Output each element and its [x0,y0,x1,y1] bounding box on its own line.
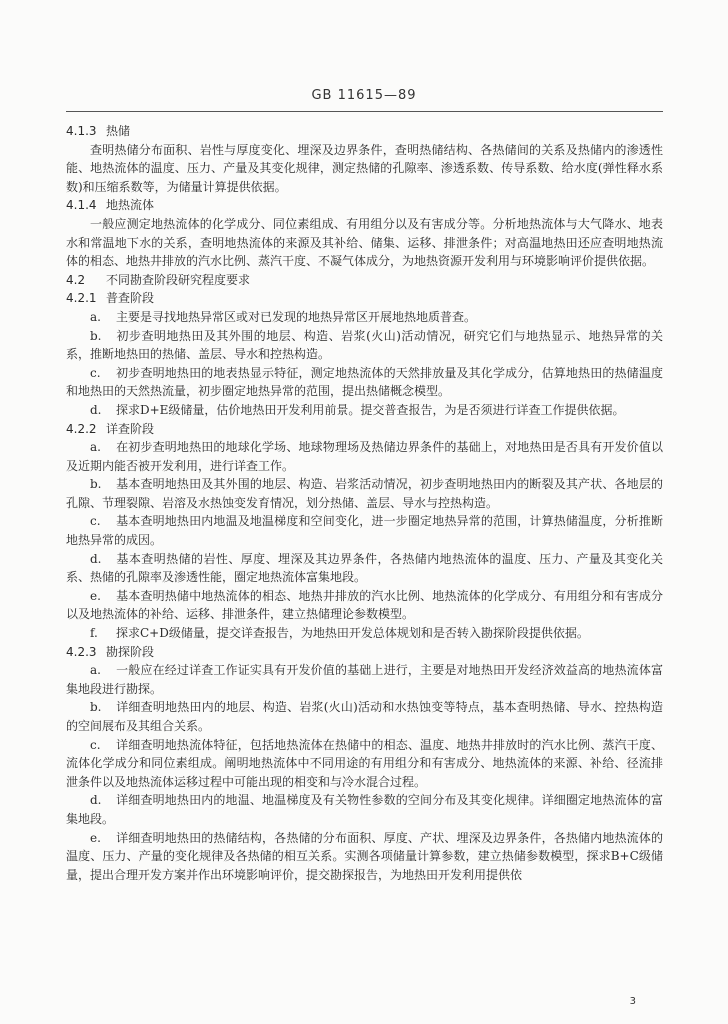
list-item-text: 基本查明热储的岩性、厚度、埋深及其边界条件，各热储内地热流体的温度、压力、产量及其变化关系、热储的孔隙率及渗透性能，圈定地热流体富集地段。 [66,551,663,585]
section-title: 地热流体 [106,198,155,213]
document-body [66,122,663,884]
list-item [66,401,663,420]
list-item [66,550,663,587]
section-heading [66,420,663,439]
list-item [66,327,663,364]
list-item [66,698,663,735]
list-item [66,624,663,643]
section-number: 4.2.3 [66,644,97,659]
list-item-marker: b. [90,328,102,343]
header-divider [66,111,663,112]
list-item [66,438,663,475]
list-item-text: 主要是寻找地热异常区或对已发现的地热异常区开展地热地质普查。 [116,309,477,324]
list-item [66,475,663,512]
page-number: 3 [629,996,636,1007]
list-item-text: 详细查明地热流体特征，包括地热流体在热储中的相态、温度、地热井排放时的汽水比例、蒸汽干度、流体化学成分和同位素组成。阐明地热流体中不同用途的有用组分和有害成分、地热流体的来源、补给、径流排泄条件以及地热流体运移过程中可能出现的相变和与冷水混合过程。 [66,737,663,789]
list-item-marker: f. [90,626,98,641]
section-title: 详查阶段 [106,421,155,436]
list-item-marker: a. [90,663,101,678]
body-paragraph: 一般应测定地热流体的化学成分、同位素组成、有用组分以及有害成分等。分析地热流体与大气降水、地表水和常温地下水的关系，查明地热流体的来源及其补给、储集、运移、排泄条件；对高温地热田还应查明地热流体的相态、地热井排放的汽水比例、蒸汽干度、不凝气体成分，为地热资源开发利用与环境影响评价提供依据。 [66,216,663,269]
section-title: 普查阶段 [106,291,155,306]
standard-code-header: GB 11615—89 [311,88,417,103]
list-item-text: 详细查明地热田内的地层、构造、岩浆(火山)活动和水热蚀变等特点，基本查明热储、导水、控热构造的空间展布及其组合关系。 [66,700,663,733]
section-number: 4.2.2 [66,421,97,436]
list-item-marker: b. [90,700,102,715]
section-number: 4.1.3 [66,124,97,138]
list-item [66,512,663,549]
list-item [66,364,663,401]
list-item [66,829,663,885]
list-item [66,791,663,828]
section-heading [66,122,663,141]
list-item [66,587,663,624]
list-item-marker: c. [90,737,101,752]
section-heading [66,271,663,290]
body-paragraph: 查明热储分布面积、岩性与厚度变化、埋深及边界条件，查明热储结构、各热储间的关系及热储内的渗透性能、地热流体的温度、压力、产量及其变化规律，测定热储的孔隙率、渗透系数、传导系数、给水度(弹性释水系数)和压缩系数等，为储量计算提供依据。 [66,142,663,194]
list-item-text: 探求D+E级储量，估价地热田开发利用前景。提交普查报告，为是否须进行详查工作提供依据。 [116,402,625,417]
list-item-marker: e. [90,588,101,603]
section-heading [66,196,663,215]
list-item-marker: d. [90,793,102,808]
list-item [66,308,663,327]
list-item [66,661,663,698]
list-item-marker: a. [90,440,101,455]
section-heading [66,289,663,308]
list-item-marker: d. [90,551,102,566]
list-item-text: 初步查明地热田的地表热显示特征，测定地热流体的天然排放量及其化学成分，估算地热田的热储温度和地热田的天然热流量，初步圈定地热异常的范围，提出热储概念模型。 [66,365,663,399]
list-item-marker: e. [90,830,101,845]
list-item-text: 基本查明地热田内地温及地温梯度和空间变化，进一步圈定地热异常的范围，计算热储温度，分析推断地热异常的成因。 [66,514,663,548]
list-item-text: 详细查明地热田内的地温、地温梯度及有关物性参数的空间分布及其变化规律。详细圈定地热流体的富集地段。 [66,793,663,826]
list-item-text: 详细查明地热田的热储结构，各热储的分布面积、厚度、产状、埋深及边界条件，各热储内地热流体的温度、压力、产量的变化规律及各热储的相互关系。实测各项储量计算参数，建立热储参数模型，探求B+C级储量，提出合理开发方案并作出环境影响评价，提交勘探报告，为地热田开发利用提供依 [66,830,663,882]
list-item-text: 探求C+D级储量，提交详查报告，为地热田开发总体规划和是否转入勘探阶段提供依据。 [116,626,589,641]
section-number: 4.2 [66,272,86,287]
section-title: 勘探阶段 [106,644,155,659]
section-number: 4.1.4 [66,198,97,213]
list-item-text: 一般应在经过详查工作证实具有开发价值的基础上进行，主要是对地热田开发经济效益高的地热流体富集地段进行勘探。 [66,663,663,696]
section-title: 不同勘查阶段研究程度要求 [106,272,251,287]
list-item-marker: c. [90,365,101,380]
section-number: 4.2.1 [66,291,97,306]
section-heading [66,643,663,662]
list-item-text: 基本查明热储中地热流体的相态、地热井排放的汽水比例、地热流体的化学成分、有用组分和有害成分以及地热流体的补给、运移、排泄条件，建立热储理论参数模型。 [66,588,663,622]
section-title: 热储 [106,124,131,138]
list-item [66,736,663,792]
list-item-marker: b. [90,477,102,492]
list-item-marker: d. [90,402,102,417]
list-item-text: 初步查明地热田及其外围的地层、构造、岩浆(火山)活动情况，研究它们与地热显示、地热异常的关系，推断地热田的热储、盖层、导水和控热构造。 [66,328,663,362]
list-item-text: 在初步查明地热田的地球化学场、地球物理场及热储边界条件的基础上，对地热田是否具有开发价值以及近期内能否被开发利用，进行详查工作。 [66,440,663,473]
list-item-marker: a. [90,309,101,324]
list-item-marker: c. [90,514,101,529]
list-item-text: 基本查明地热田及其外围的地层、构造、岩浆活动情况，初步查明地热田内的断裂及其产状、各地层的孔隙、节理裂隙、岩溶及水热蚀变发育情况，划分热储、盖层、导水与控热构造。 [66,477,663,510]
